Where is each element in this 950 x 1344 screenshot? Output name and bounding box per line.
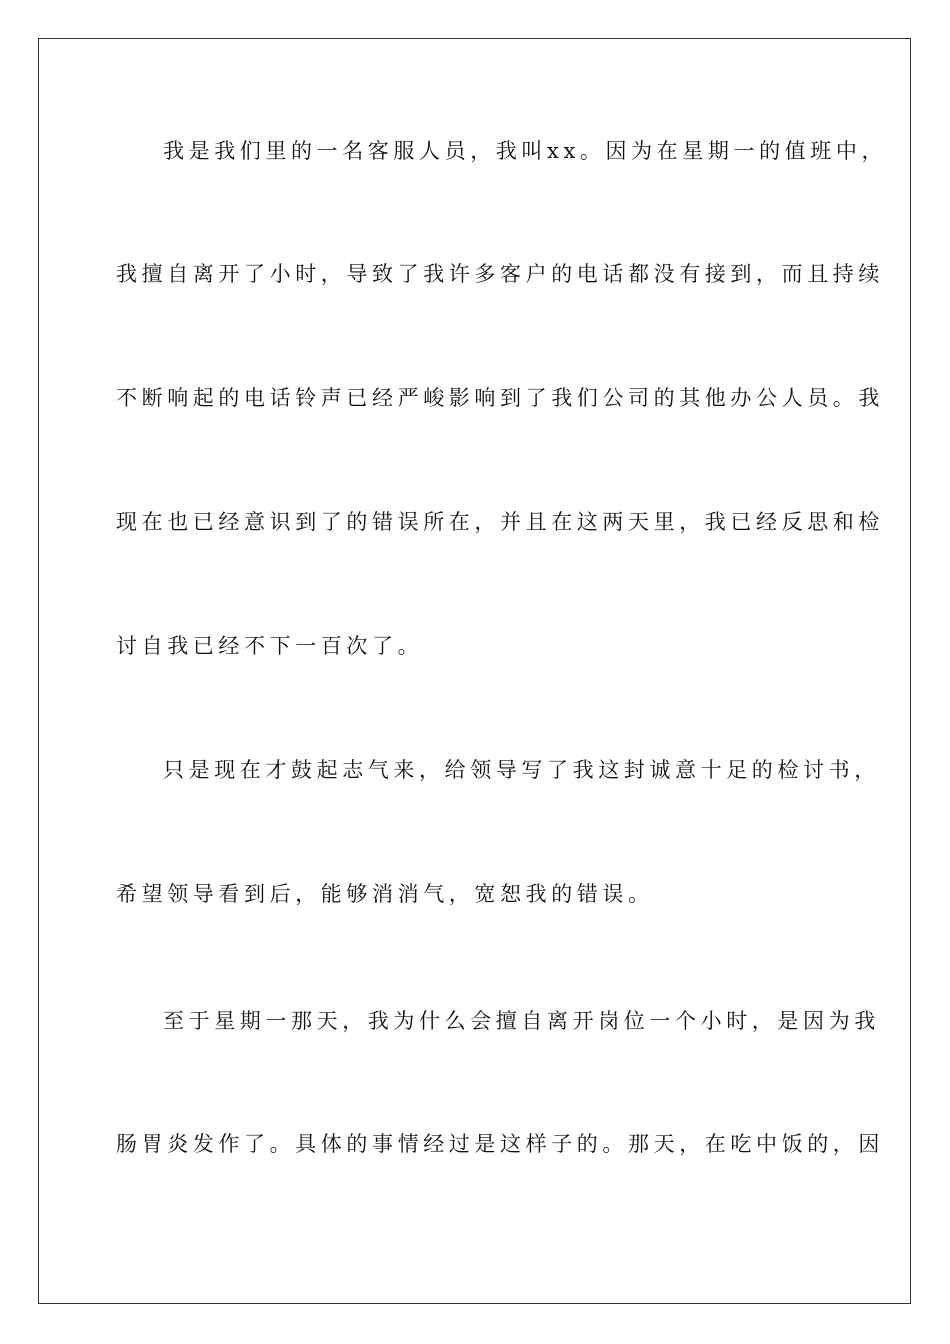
paragraph-3-line-2: 肠胃炎发作了。具体的事情经过是这样子的。那天，在吃中饭的，因 — [116, 1132, 884, 1156]
paragraph-1-line-1: 我是我们里的一名客服人员，我叫xx。因为在星期一的值班中， — [163, 139, 888, 163]
paragraph-1-line-3: 不断响起的电话铃声已经严峻影响到了我们公司的其他办公人员。我 — [116, 386, 884, 410]
paragraph-1-line-4: 现在也已经意识到了的错误所在，并且在这两天里，我已经反思和检 — [116, 510, 884, 534]
paragraph-1-line-5: 讨自我已经不下一百次了。 — [116, 634, 424, 658]
paragraph-2-line-2: 希望领导看到后，能够消消气，宽恕我的错误。 — [116, 882, 654, 906]
paragraph-2-line-1: 只是现在才鼓起志气来，给领导写了我这封诚意十足的检讨书， — [163, 758, 880, 782]
page-border — [38, 38, 911, 1304]
paragraph-3-line-1: 至于星期一那天，我为什么会擅自离开岗位一个小时，是因为我 — [163, 1009, 880, 1033]
paragraph-1-line-2: 我擅自离开了小时，导致了我许多客户的电话都没有接到，而且持续 — [116, 262, 884, 286]
